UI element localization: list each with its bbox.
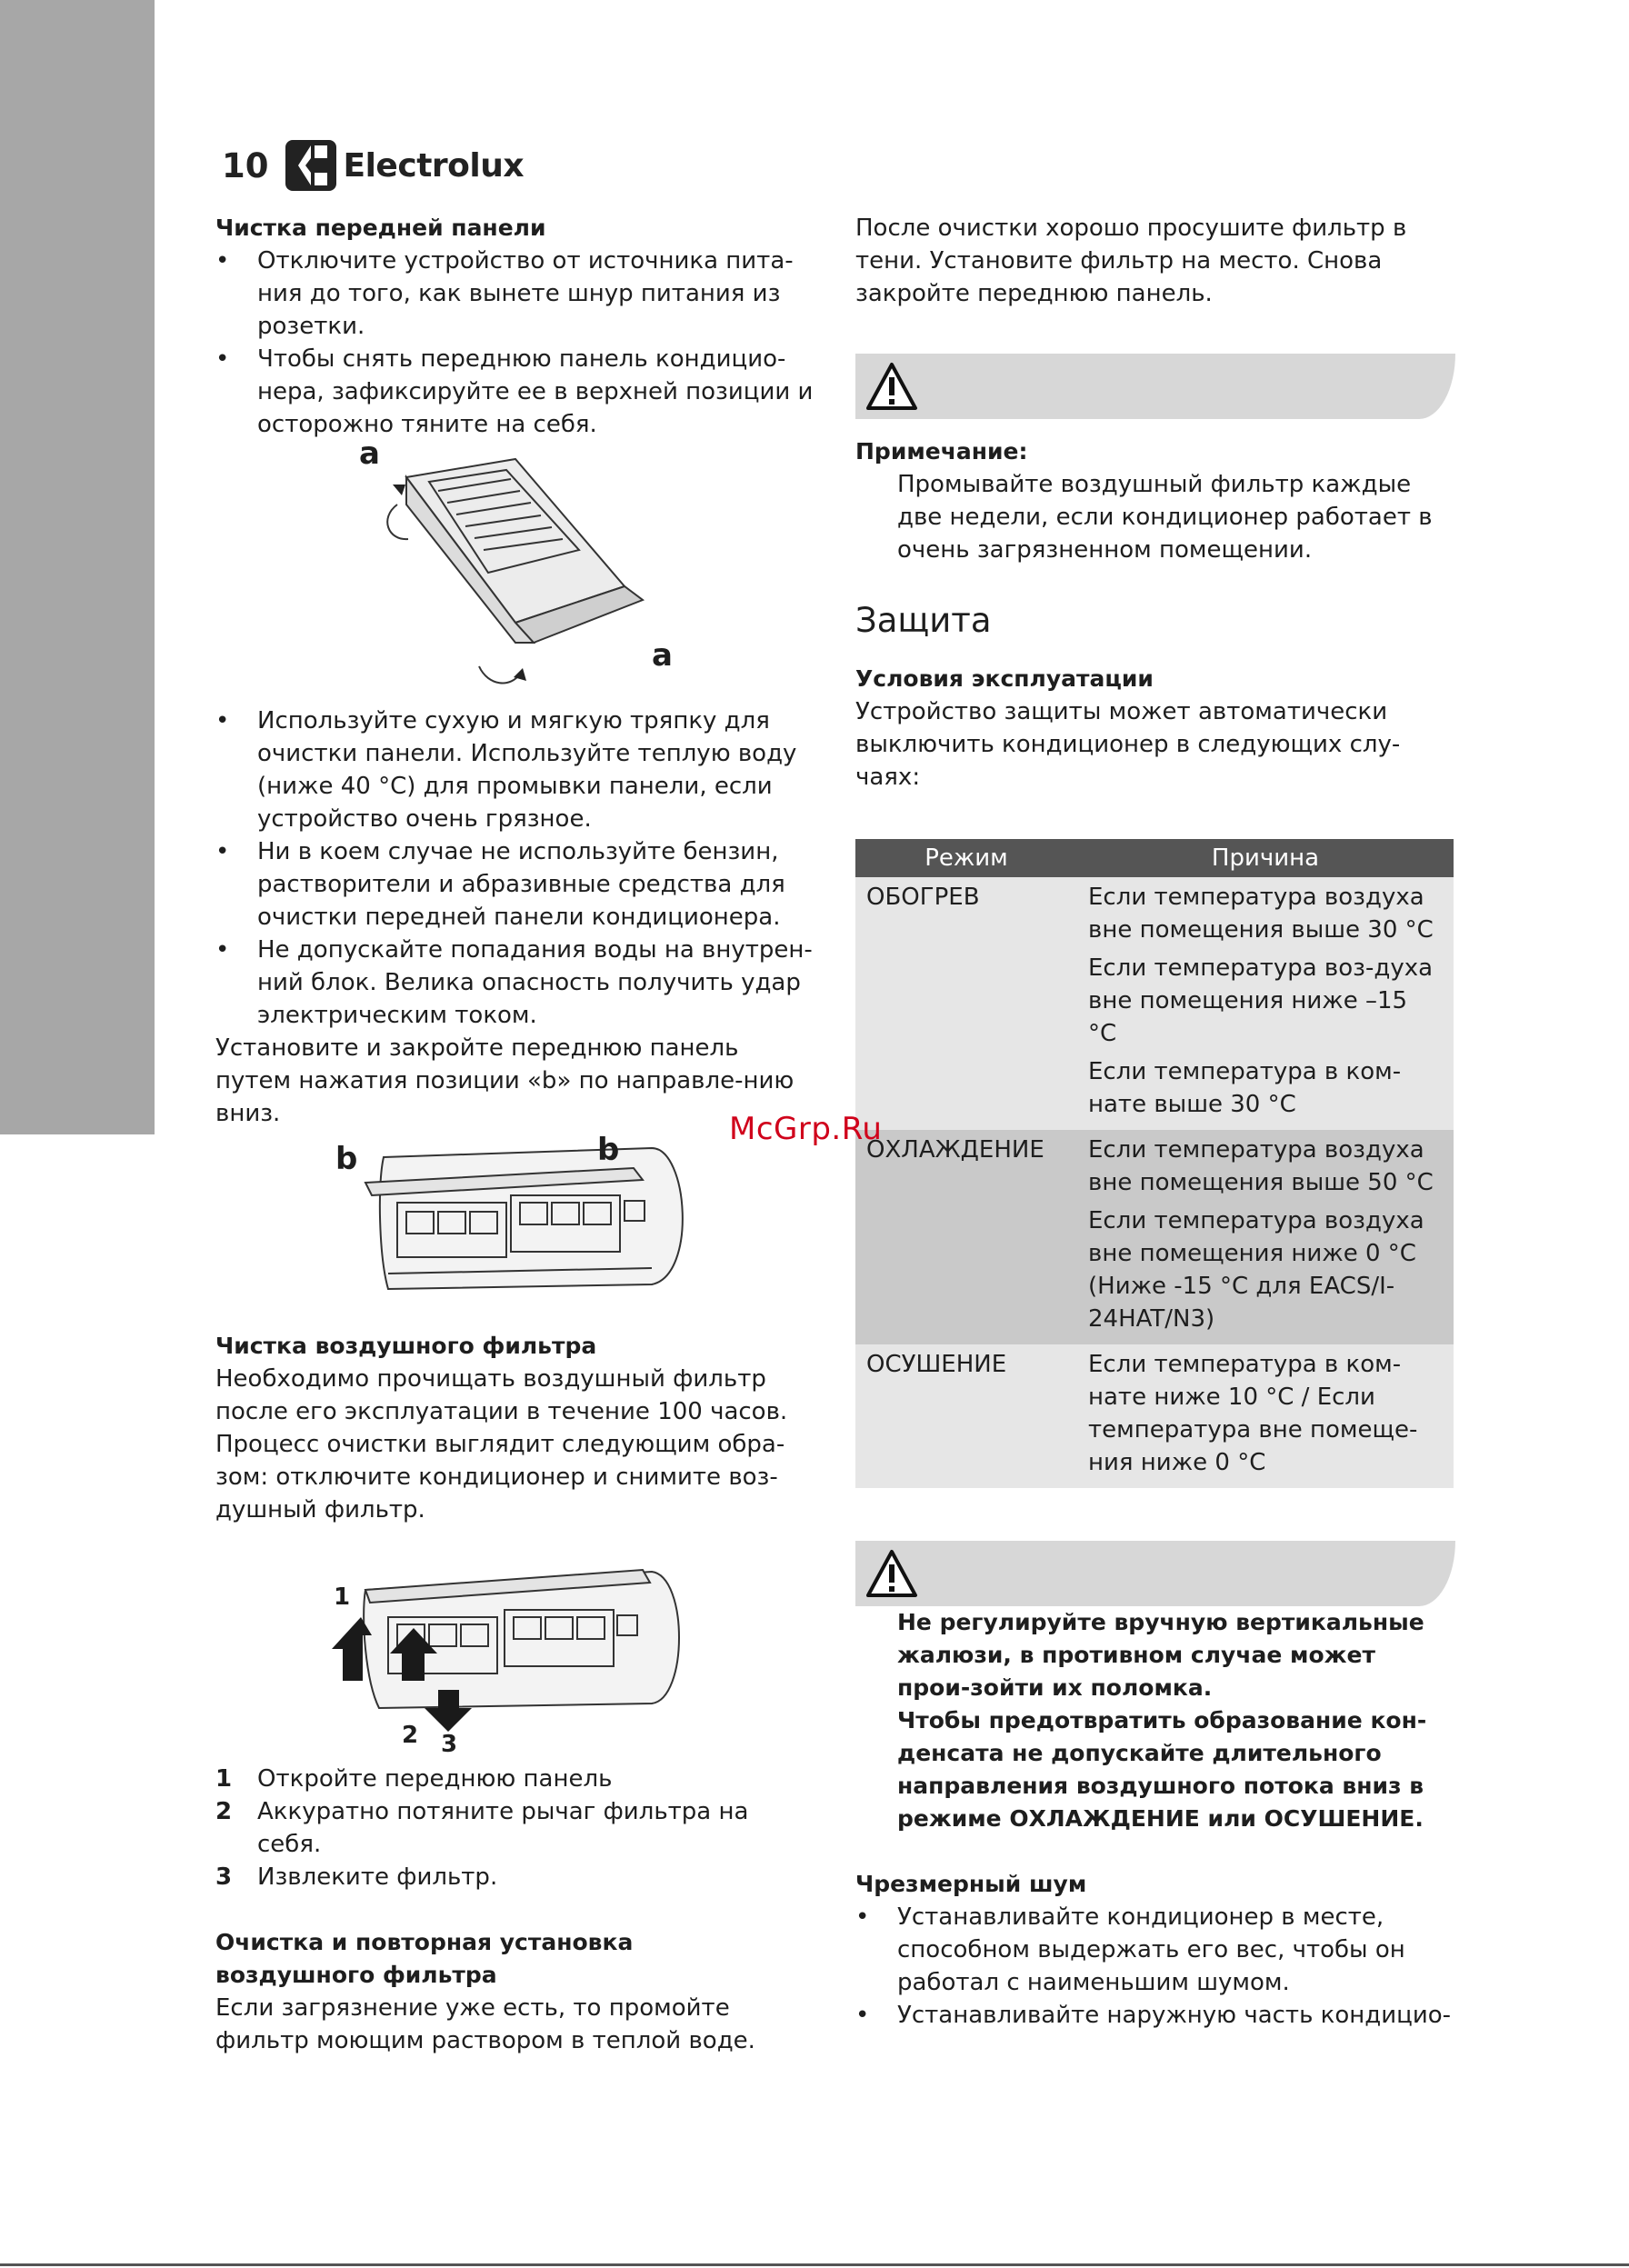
install-panel-text: Установите и закройте переднюю панель путем нажатия позиции «b» по направле-нию вниз. [215,1034,795,1127]
warning-text-1: Не регулируйте вручную вертикальные жалюзи, в противном случае может прои-зойти их поломка. [897,1609,1424,1701]
table-header-mode: Режим [855,839,1077,877]
warning-bar-2 [855,1541,1455,1606]
list-item: • Ни в коем случае не используйте бензин, растворители и абразивные средства для очистки передней панели кондиционера. [215,835,815,934]
list-item: 3 Извлеките фильтр. [215,1863,498,1891]
warning-triangle-icon [864,361,919,412]
reason-cell: Если температура в ком-нате ниже 10 °C / Если температура вне помеще-ния ниже 0 °C [1077,1344,1454,1488]
electrolux-logo-icon [285,140,336,191]
filter-removal-illustration [215,1526,815,1763]
figure-step-2: 2 [402,1722,419,1749]
list-item: 2 Аккуратно потяните рычаг фильтра на себя. [215,1798,749,1858]
after-clean-text: После очистки хорошо просушите фильтр в тени. Установите фильтр на место. Снова закройте переднюю панель. [855,215,1407,307]
filter-steps [215,1763,815,1893]
bottom-rule [0,2263,1629,2266]
reason-cell: Если температура воздуха вне помещения выше 30 °C Если температура воз-духа вне помещения ниже –15 °C Если температура в ком-нате выше 30 °C [1077,877,1454,1130]
list-item: • Не допускайте попадания воды на внутрен-ний блок. Велика опасность получить удар электрическим током. [215,934,815,1032]
front-panel-bullets-2 [215,704,815,1032]
air-filter-heading: Чистка воздушного фильтра [215,1333,597,1359]
figure-label-a-bottom: a [652,637,673,674]
right-column [855,212,1455,2032]
list-item: • Устанавливайте наружную часть кондицио- [855,1999,1455,2032]
warning-triangle-icon [864,1548,919,1599]
note-text: Промывайте воздушный фильтр каждые две недели, если кондиционер работает в очень загрязненном помещении. [897,471,1433,564]
noise-heading: Чрезмерный шум [855,1871,1087,1897]
ac-unit-panel-illustration [215,1130,815,1330]
list-item: • Чтобы снять переднюю панель кондицио-нера, зафиксируйте ее в верхней позиции и осторожно тяните на себя. [215,343,815,441]
figure-step-1: 1 [334,1584,351,1611]
close-panel-figure [215,1130,815,1330]
mode-cell: ОСУШЕНИЕ [855,1344,1077,1488]
reinstall-text: Если загрязнение уже есть, то промойте фильтр моющим раствором в теплой воде. [215,1994,755,2054]
mode-cell: ОХЛАЖДЕНИЕ [855,1130,1077,1344]
operating-conditions-text: Устройство защиты может автоматически выключить кондиционер в следующих слу-чаях: [855,698,1401,791]
front-panel-bullets-1 [215,245,815,441]
operating-conditions-heading: Условия эксплуатации [855,665,1154,692]
list-item: • Используйте сухую и мягкую тряпку для очистки панели. Используйте теплую воду (ниже 40 °C) для промывки панели, если устройство очень грязное. [215,704,815,835]
left-column [215,212,815,2057]
note-heading: Примечание: [855,438,1028,465]
warning-bar-1 [855,354,1455,419]
reason-cell: Если температура воздуха вне помещения выше 50 °C Если температура воздуха вне помещения ниже 0 °C (Ниже -15 °C для EACS/I-24HAT/N3) [1077,1130,1454,1344]
warning-text-2: Чтобы предотвратить образование кон-денсата не допускайте длительного направления воздушного потока вниз в режиме ОХЛАЖДЕНИЕ или ОСУШЕНИЕ. [897,1707,1427,1832]
table-row [855,877,1454,1130]
brand-name: Electrolux [343,146,525,185]
brand-logo [285,140,525,191]
figure-label-b-right: b [597,1132,620,1168]
watermark: McGrp.Ru [729,1111,883,1147]
air-filter-text: Необходимо прочищать воздушный фильтр после его эксплуатации в течение 100 часов. Процесс очистки выглядит следующим обра-зом: отключите кондиционер и снимите воз-душный фильтр. [215,1365,788,1524]
protection-conditions-table [855,839,1454,1488]
front-panel-heading: Чистка передней панели [215,215,546,241]
figure-step-3: 3 [441,1731,458,1758]
front-panel-figure [215,435,815,704]
list-item: 1 Откройте переднюю панель [215,1765,613,1793]
table-row [855,1344,1454,1488]
protection-title: Защита [855,601,992,640]
figure-label-a-top: a [359,435,380,472]
mode-cell: ОБОГРЕВ [855,877,1077,1130]
ac-unit-tilted-illustration [215,441,815,704]
page-number: 10 [222,145,269,185]
list-item: • Отключите устройство от источника пита-ния до того, как вынете шнур питания из розетки. [215,245,815,343]
reinstall-heading-line2: воздушного фильтра [215,1962,497,1988]
reinstall-heading-line1: Очистка и повторная установка [215,1929,634,1955]
side-tab-bar [0,0,155,1134]
table-header-reason: Причина [1077,839,1454,877]
list-item: • Устанавливайте кондиционер в месте, способном выдержать его вес, чтобы он работал с наименьшим шумом. [855,1901,1455,1999]
filter-removal-figure [215,1526,815,1763]
noise-bullets [855,1901,1455,2032]
figure-label-b-left: b [335,1141,358,1177]
page-header [222,138,524,193]
table-row [855,1130,1454,1344]
